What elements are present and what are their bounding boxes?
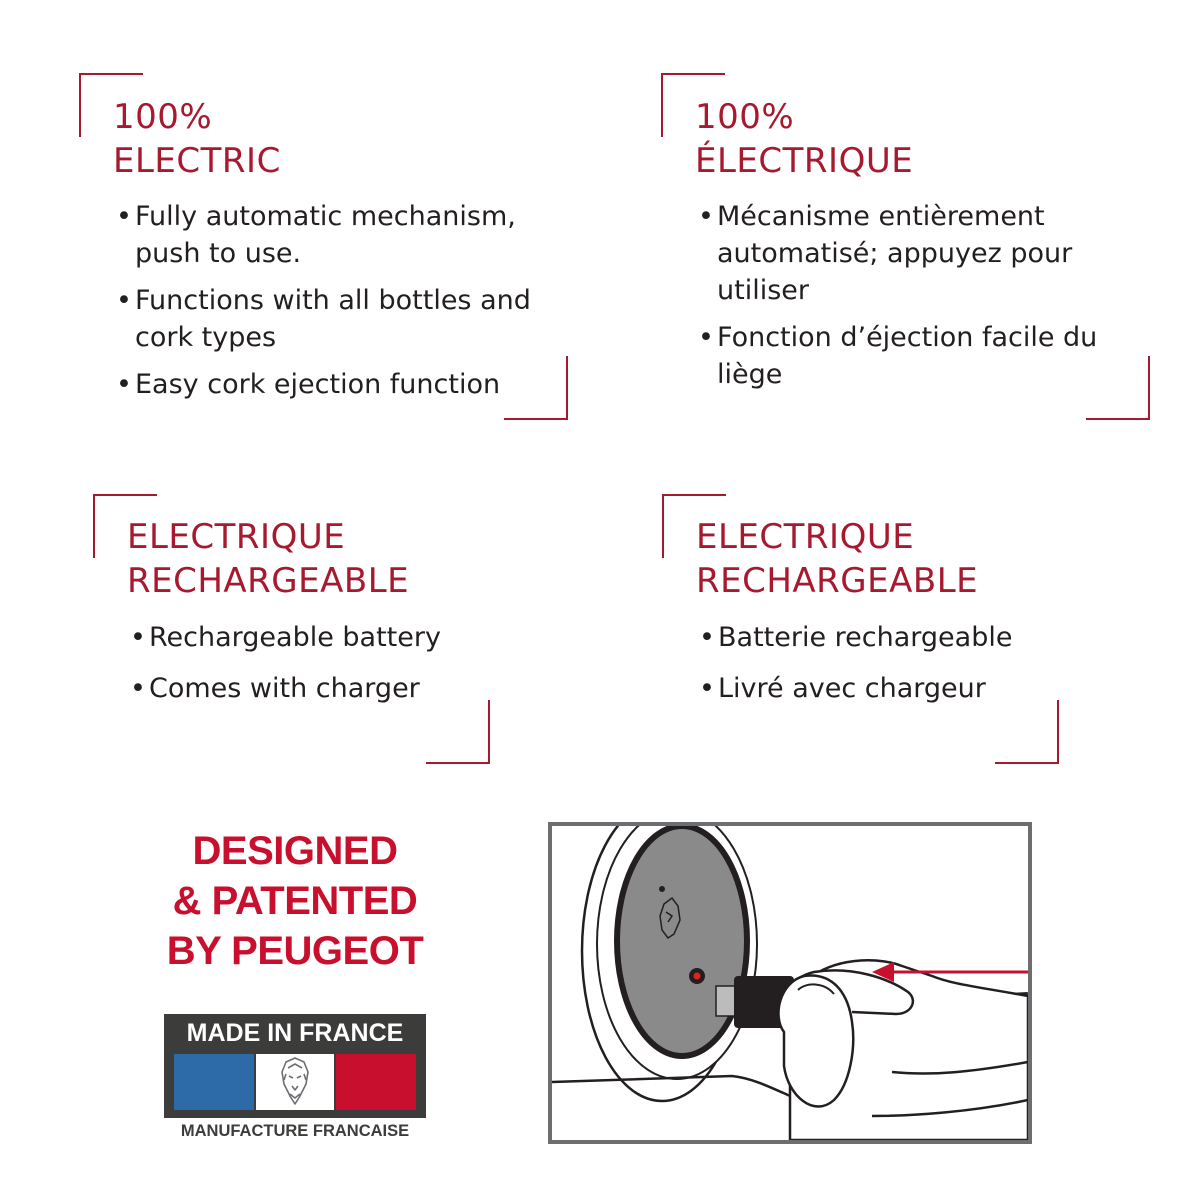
list-item: • Rechargeable battery xyxy=(130,619,510,656)
card-title-line1: 100% xyxy=(113,97,213,137)
list-item: • Comes with charger xyxy=(130,670,510,707)
card-title xyxy=(113,95,281,183)
card-title xyxy=(696,515,978,603)
list-item: • Fully automatic mechanism, push to use. xyxy=(116,198,560,272)
card-title-line1: ELECTRIQUE xyxy=(127,517,346,557)
card-title-line2: ELECTRIC xyxy=(113,141,281,181)
corner-frame-bottom-right xyxy=(1086,356,1150,420)
designed-line2: & PATENTED xyxy=(172,879,418,923)
charging-illustration-drawing xyxy=(552,826,1028,1140)
card-title-line2: ÉLECTRIQUE xyxy=(695,141,914,181)
card-title-line2: RECHARGEABLE xyxy=(127,561,410,601)
flag-white-stripe xyxy=(256,1054,334,1110)
card-title-line1: ELECTRIQUE xyxy=(696,517,915,557)
badge-title: MADE IN FRANCE xyxy=(186,1019,404,1047)
card-title xyxy=(127,515,409,603)
designed-line1: DESIGNED xyxy=(192,829,398,873)
charging-illustration xyxy=(548,822,1032,1144)
list-item: • Batterie rechargeable xyxy=(699,619,1079,656)
corner-frame-bottom-right xyxy=(995,700,1059,764)
list-item: • Functions with all bottles and cork types xyxy=(116,282,535,356)
corner-frame-bottom-right xyxy=(426,700,490,764)
card-title-line1: 100% xyxy=(695,97,795,137)
card-title-line2: RECHARGEABLE xyxy=(696,561,979,601)
designed-by-peugeot-heading xyxy=(160,826,430,976)
list-item: • Easy cork ejection function xyxy=(116,366,566,403)
made-in-france-badge xyxy=(164,1014,426,1118)
feature-list xyxy=(116,198,566,413)
flag-red-stripe xyxy=(336,1054,416,1110)
designed-line3: BY PEUGEOT xyxy=(166,929,424,973)
list-item: • Mécanisme entièrement automatisé; appuyez pour utiliser xyxy=(698,198,1118,309)
corner-frame-bottom-right xyxy=(504,356,568,420)
list-item: • Livré avec chargeur xyxy=(699,670,1079,707)
flag-blue-stripe xyxy=(174,1054,254,1110)
list-item: • Fonction d’éjection facile du liège xyxy=(698,319,1118,393)
card-title xyxy=(695,95,913,183)
feature-list xyxy=(698,198,1118,403)
badge-subtitle: MANUFACTURE FRANCAISE xyxy=(180,1122,410,1140)
lion-head-icon xyxy=(256,1054,334,1110)
